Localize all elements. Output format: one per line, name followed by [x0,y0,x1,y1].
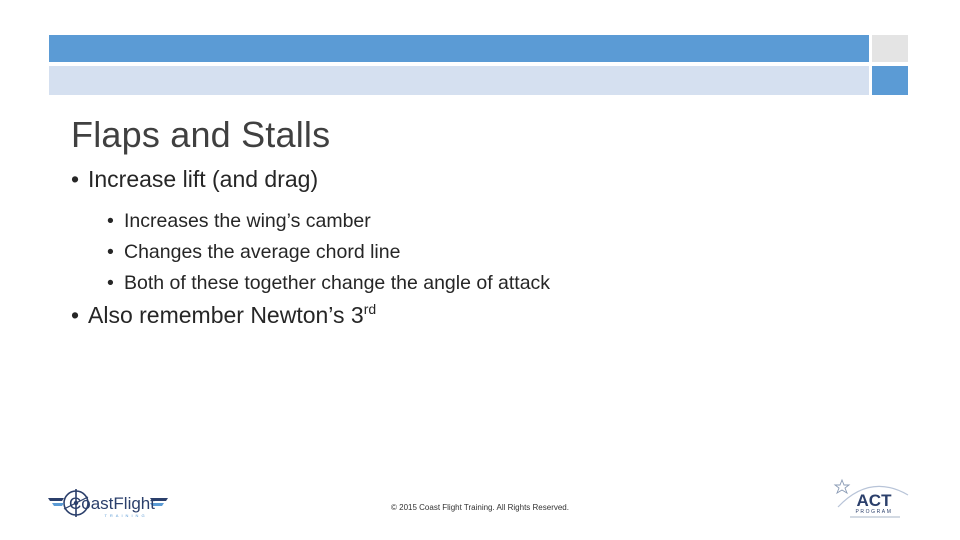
sub-bullet-list [107,206,550,299]
header-bar-bottom [49,66,869,95]
copyright-text: © 2015 Coast Flight Training. All Rights Reserved. [391,503,569,512]
slide-title: Flaps and Stalls [71,114,331,155]
header-bar-top [49,35,869,62]
bullet-text: Also remember Newton’s 3 [88,302,364,328]
wing-left-icon [48,498,64,506]
coast-flight-logo [46,479,171,521]
superscript: rd [363,301,377,317]
sub-bullet-item [107,206,550,237]
logo-wordmark: CoastFlight [69,494,155,513]
bullet-text: Increase lift (and drag) [88,166,319,192]
sub-bullet-group [71,206,550,299]
header-bar-bottom-side [872,66,908,95]
bullet-item-newton [71,302,376,329]
bullet-line [71,302,376,329]
bullet-item [71,166,550,200]
act-program-logo [830,477,912,521]
logo-wordmark: ACT [856,491,892,510]
bullet-list [71,166,550,299]
sub-bullet-item [107,268,550,299]
sub-bullet-text: Both of these together change the angle of attack [124,272,551,294]
star-icon [835,480,849,493]
sub-bullet-text: Increases the wing’s camber [124,210,371,232]
logo-tagline: TRAINING [104,513,148,518]
logo-tagline: PROGRAM [855,509,893,515]
header-bar-top-side [872,35,908,62]
sub-bullet-item [107,237,550,268]
sub-bullet-text: Changes the average chord line [124,241,401,263]
